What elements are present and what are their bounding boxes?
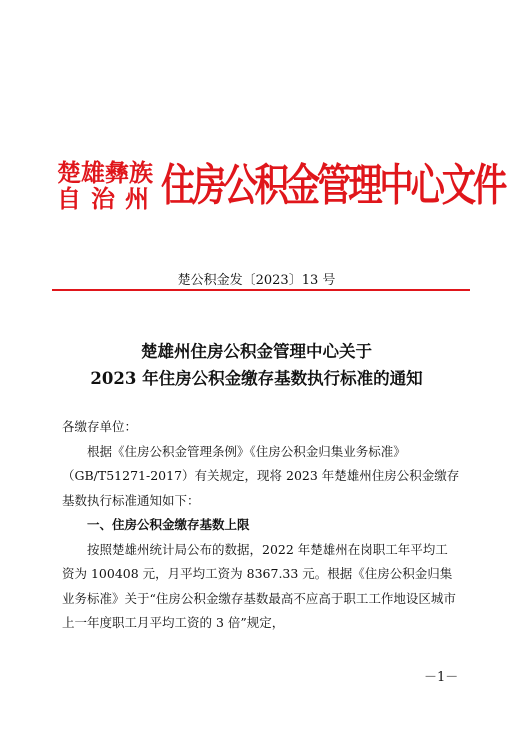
masthead: [57, 160, 513, 212]
notice-title: [0, 338, 513, 392]
notice-title-line2: 2023 年住房公积金缴存基数执行标准的通知: [90, 369, 423, 388]
red-divider-line: [52, 289, 470, 291]
masthead-main-title: 住房公积金管理中心文件: [161, 160, 505, 211]
intro-paragraph: 根据《住房公积金管理条例》《住房公积金归集业务标准》（GB/T51271-2017）有关规定，现将 2023 年楚雄州住房公积金缴存基数执行标准通知如下：: [62, 443, 460, 508]
section1-heading: 一、住房公积金缴存基数上限: [87, 517, 250, 532]
notice-body: [62, 415, 460, 636]
notice-title-line1: 楚雄州住房公积金管理中心关于: [141, 342, 372, 361]
section1-paragraph: 按照楚雄州统计局公布的数据，2022 年楚雄州在岗职工年平均工资为 100408 元，月平均工资为 8367.33 元。根据《住房公积金归集业务标准》关于“住房公积金缴存基数最高不应高于职工工作地设区城市上一年度职工月平均工资的 3 倍”规定，: [62, 541, 456, 630]
masthead-issuer-stack: [57, 160, 159, 212]
masthead-line2: 自治州: [57, 184, 159, 213]
salutation: 各缴存单位：: [62, 419, 138, 434]
page-number: －1－: [424, 670, 459, 685]
masthead-line1: 楚雄彝族: [57, 158, 153, 187]
document-number: 楚公积金发〔2023〕13 号: [177, 273, 336, 288]
